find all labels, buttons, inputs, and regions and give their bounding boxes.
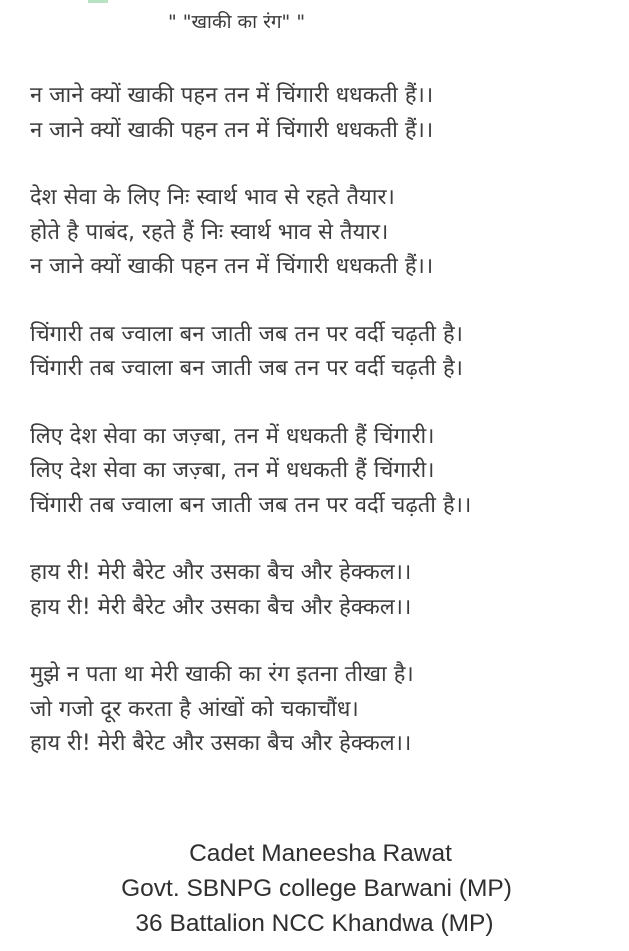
poem-body — [30, 79, 625, 762]
poem-line: लिए देश सेवा का जज़्बा, तन में धधकती हैं चिंगारी। — [30, 423, 435, 449]
stanza-2 — [30, 181, 625, 285]
poem-line: हाय री! मेरी बैरेट और उसका बैच और हेक्कल।। — [30, 594, 412, 620]
poem-line: मुझे न पता था मेरी खाकी का रंग इतना तीखा है। — [30, 662, 414, 687]
poem-title: " "खाकी का रंग" " — [168, 11, 306, 33]
poem-line: चिंगारी तब ज्वाला बन जाती जब तन पर वर्दी चढ़ती है। — [30, 356, 463, 381]
poem-line: होते है पाबंद, रहते हैं निः स्वार्थ भाव से तैयार। — [30, 219, 389, 245]
stanza-3 — [30, 318, 625, 387]
poem-line: हाय री! मेरी बैरेट और उसका बैच और हेक्कल।। — [30, 731, 412, 756]
poem-line: जो गजो दूर करता है आंखों को चकाचौंध। — [30, 696, 359, 722]
poem-line: हाय री! मेरी बैरेट और उसका बैच और हेक्कल।। — [30, 560, 412, 585]
poem-line: न जाने क्यों खाकी पहन तन में चिंगारी धधकती हैं।। — [30, 117, 434, 143]
poem-line: न जाने क्यों खाकी पहन तन में चिंगारी धधकती हैं।। — [30, 254, 434, 279]
author-name: Cadet Maneesha Rawat — [189, 840, 452, 867]
poem-line: लिए देश सेवा का जज़्बा, तन में धधकती हैं चिंगारी। — [30, 458, 435, 483]
poem-line: चिंगारी तब ज्वाला बन जाती जब तन पर वर्दी चढ़ती है। — [30, 321, 463, 347]
poem-line: न जाने क्यों खाकी पहन तन में चिंगारी धधकती हैं।। — [30, 83, 434, 108]
stanza-5 — [30, 556, 625, 625]
poem-line: चिंगारी तब ज्वाला बन जाती जब तन पर वर्दी चढ़ती है।। — [30, 492, 472, 518]
author-battalion: 36 Battalion NCC Khandwa (MP) — [135, 910, 494, 937]
top-accent-strip — [88, 0, 108, 3]
poem-line: देश सेवा के लिए निः स्वार्थ भाव से रहते तैयार। — [30, 185, 395, 210]
author-college: Govt. SBNPG college Barwani (MP) — [121, 875, 512, 902]
author-signature — [0, 836, 629, 941]
stanza-1 — [30, 79, 625, 148]
stanza-6 — [30, 658, 625, 762]
stanza-4 — [30, 420, 625, 524]
